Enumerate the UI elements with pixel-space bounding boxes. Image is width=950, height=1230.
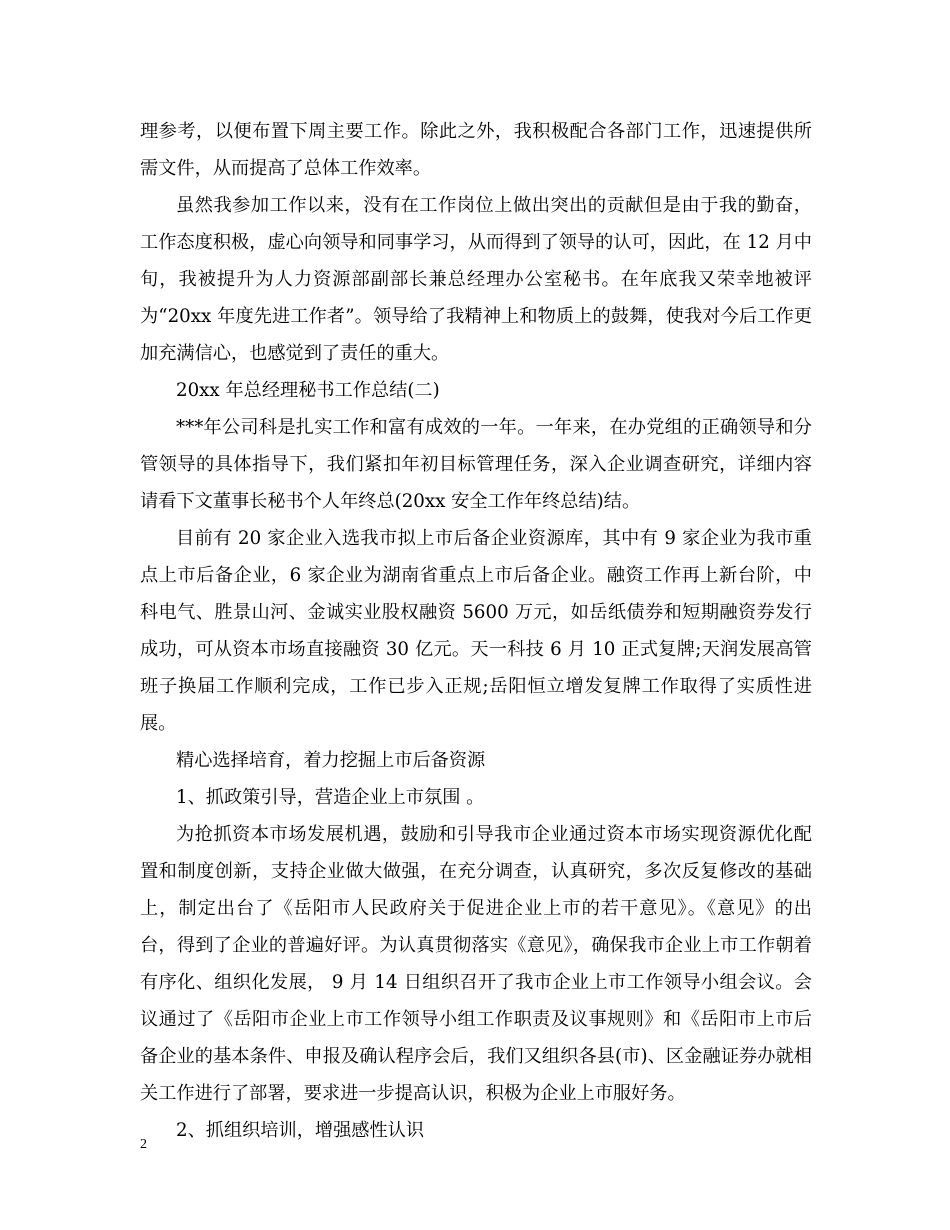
paragraph: ***年公司科是扎实工作和富有成效的一年。一年来，在办党组的正确领导和分管领导的具体指导下，我们紧扣年初目标管理任务，深入企业调查研究，详细内容请看下文董事长秘书个人年终总(20xx 安全工作年终总结)结。 <box>140 417 812 512</box>
paragraph: 目前有 20 家企业入选我市拟上市后备企业资源库，其中有 9 家企业为我市重点上市后备企业，6 家企业为湖南省重点上市后备企业。融资工作再上新台阶，中科电气、胜景山河、金诚实业股权融资 5600 万元，如岳纸债券和短期融资券发行成功，可从资本市场直接融资 30 亿元。天一科技 6 月 10 正式复牌;天润发展高管班子换届工作顺利完成，工作已步入正规;岳阳恒立增发复牌工作取得了实质性进展。 <box>140 528 812 734</box>
subsection-heading: 2、抓组织培训，增强感性认识 <box>176 1120 425 1141</box>
page-number: 2 <box>140 1137 147 1152</box>
section-heading: 精心选择培育，着力挖掘上市后备资源 <box>176 750 486 771</box>
paragraph: 理参考，以便布置下周主要工作。除此之外，我积极配合各部门工作，迅速提供所需文件，从而提高了总体工作效率。 <box>140 121 812 179</box>
paragraph: 为抢抓资本市场发展机遇，鼓励和引导我市企业通过资本市场实现资源优化配置和制度创新，支持企业做大做强，在充分调查，认真研究，多次反复修改的基础上，制定出台了《岳阳市人民政府关于促进企业上市的若干意见》。《意见》的出台，得到了企业的普遍好评。为认真贯彻落实《意见》，确保我市企业上市工作朝着有序化、组织化发展， 9 月 14 日组织召开了我市企业上市工作领导小组会议。会议通过了《岳阳市企业上市工作领导小组工作职责及议事规则》和《岳阳市上市后备企业的基本条件、申报及确认程序会后，我们又组织各县(市)、区金融证券办就相关工作进行了部署，要求进一步提高认识，积极为企业上市服好务。 <box>140 824 812 1104</box>
section-heading: 20xx 年总经理秘书工作总结(二) <box>176 380 440 401</box>
paragraph: 虽然我参加工作以来，没有在工作岗位上做出突出的贡献但是由于我的勤奋，工作态度积极，虚心向领导和同事学习，从而得到了领导的认可，因此，在 12 月中旬，我被提升为人力资源部副部长兼总经理办公室秘书。在年底我又荣幸地被评为“20xx 年度先进工作者”。领导给了我精神上和物质上的鼓舞，使我对今后工作更加充满信心，也感觉到了责任的重大。 <box>140 195 812 364</box>
document-body <box>140 113 812 1149</box>
subsection-heading: 1、抓政策引导，营造企业上市氛围 。 <box>176 787 485 808</box>
